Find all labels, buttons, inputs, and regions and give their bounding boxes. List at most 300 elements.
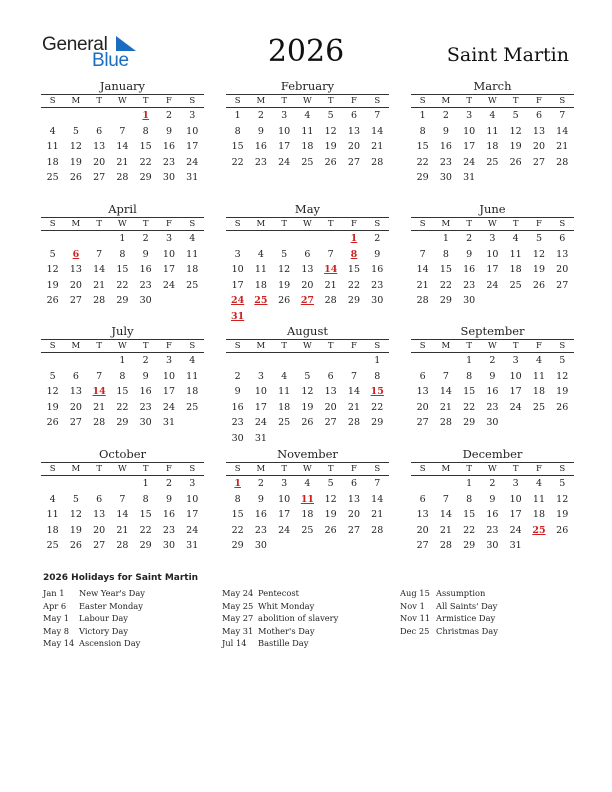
day-cell: 26 [278,295,291,307]
day-cell: 26 [69,172,82,184]
weekday-label: S [559,341,566,351]
weekday-label: T [327,341,334,351]
day-cell: 29 [116,295,129,307]
day-cell: 19 [556,386,569,398]
holiday-name: abolition of slavery [258,613,339,624]
week-row [41,170,204,186]
weekday-label: F [536,96,542,106]
weekday-label: M [71,341,81,351]
day-cell: 17 [278,141,291,153]
weekday-label: S [419,341,426,351]
month-july [41,324,204,431]
day-cell: 3 [512,355,519,367]
month-title: May [294,202,321,216]
weekday-label: T [512,341,519,351]
day-cell: 9 [489,493,496,505]
day-cell: 7 [419,248,426,260]
day-cell: 25 [301,524,314,536]
week-row [41,476,204,492]
day-cell: 20 [416,401,429,413]
day-cell: 26 [301,417,314,429]
weekday-header [41,339,204,353]
month-august [226,324,389,446]
weekday-label: M [71,219,81,229]
holiday-entry [222,600,338,613]
holiday-entry [400,612,498,625]
day-cell: 4 [304,478,311,490]
weekday-label: T [466,96,472,106]
day-cell: 4 [257,248,264,260]
day-cell: 27 [69,417,82,429]
holiday-date: Nov 11 [400,613,431,624]
day-cell: 19 [324,141,337,153]
week-row [41,247,204,263]
day-cell: 11 [532,493,545,505]
day-cell: 22 [231,524,244,536]
day-cell: 20 [347,509,360,521]
day-cell: 10 [186,125,199,137]
day-cell: 18 [46,524,59,536]
day-cell: 11 [254,264,267,276]
day-cell: 22 [463,524,476,536]
weekday-label: F [351,464,357,474]
day-cell: 20 [93,156,106,168]
day-cell: 23 [231,417,244,429]
day-cell: 22 [116,279,129,291]
holiday-entry [222,637,338,650]
week-row [41,231,204,247]
day-cell: 26 [556,524,569,536]
holiday-day: 6 [72,248,80,260]
week-row [41,262,204,278]
week-row [41,400,204,416]
weekday-label: S [419,96,426,106]
day-cell: 14 [347,386,360,398]
day-cell: 25 [301,156,314,168]
day-cell: 1 [442,233,449,245]
week-row [411,108,574,124]
day-cell: 25 [186,401,199,413]
weekday-label: T [142,219,149,229]
holiday-column [43,587,145,650]
day-cell: 30 [139,295,152,307]
day-cell: 19 [509,141,522,153]
day-cell: 17 [486,264,499,276]
weekday-label: S [234,341,241,351]
week-row [411,369,574,385]
holiday-entry [43,625,145,638]
day-cell: 22 [439,279,452,291]
day-cell: 29 [371,417,384,429]
holiday-entry [43,637,145,650]
holiday-date: May 24 [222,588,254,599]
day-cell: 24 [162,279,175,291]
day-cell: 29 [463,540,476,552]
weekday-header [226,462,389,476]
day-cell: 4 [49,125,56,137]
month-may [226,202,389,324]
day-cell: 1 [119,355,126,367]
day-cell: 10 [186,493,199,505]
day-cell: 21 [93,279,106,291]
day-cell: 10 [463,125,476,137]
day-cell: 21 [371,509,384,521]
day-cell: 7 [96,248,103,260]
logo-text-blue: Blue [92,50,129,71]
day-cell: 28 [439,417,452,429]
day-cell: 14 [439,509,452,521]
day-cell: 18 [301,141,314,153]
day-cell: 3 [466,110,473,122]
month-title: October [98,447,147,461]
holiday-list [43,573,573,649]
day-cell: 26 [46,417,59,429]
weekday-label: M [71,464,81,474]
week-row [226,155,389,171]
month-december [411,447,574,554]
day-cell: 20 [347,141,360,153]
day-cell: 12 [556,493,569,505]
day-cell: 9 [234,386,241,398]
day-cell: 14 [416,264,429,276]
day-cell: 18 [186,386,199,398]
week-row [41,155,204,171]
weekday-label: M [441,341,451,351]
day-cell: 24 [162,401,175,413]
day-cell: 1 [466,355,473,367]
weekday-label: F [536,341,542,351]
holiday-name: Mother's Day [258,625,315,636]
day-cell: 2 [257,110,264,122]
week-row [41,353,204,369]
day-cell: 4 [189,355,196,367]
weekday-label: T [466,464,472,474]
day-cell: 2 [234,370,241,382]
day-cell: 15 [439,264,452,276]
day-cell: 30 [486,540,499,552]
day-cell: 5 [327,478,334,490]
day-cell: 30 [162,540,175,552]
day-cell: 30 [139,417,152,429]
day-cell: 29 [139,540,152,552]
day-cell: 11 [532,370,545,382]
day-cell: 8 [442,248,449,260]
day-cell: 15 [416,141,429,153]
day-cell: 14 [116,141,129,153]
day-cell: 12 [69,509,82,521]
week-row [411,492,574,508]
day-cell: 9 [374,248,381,260]
week-row [411,538,574,554]
weekday-label: W [488,464,497,474]
day-cell: 19 [46,401,59,413]
day-cell: 19 [46,279,59,291]
day-cell: 17 [186,141,199,153]
day-cell: 21 [439,524,452,536]
day-cell: 16 [231,401,244,413]
day-cell: 2 [489,478,496,490]
day-cell: 26 [509,156,522,168]
day-cell: 10 [254,386,267,398]
day-cell: 29 [231,540,244,552]
day-cell: 11 [46,141,59,153]
holiday-entry [222,625,338,638]
day-cell: 25 [278,417,291,429]
holiday-date: May 25 [222,600,254,611]
day-cell: 13 [93,509,106,521]
day-cell: 13 [416,509,429,521]
day-cell: 18 [532,386,545,398]
day-cell: 19 [69,524,82,536]
day-cell: 10 [278,493,291,505]
holiday-day: 1 [142,110,149,122]
weekday-label: T [281,96,287,106]
holiday-date: May 31 [222,625,254,636]
day-cell: 8 [234,493,241,505]
week-row [226,369,389,385]
weekday-label: M [441,96,451,106]
weekday-label: T [327,464,334,474]
day-cell: 15 [347,264,360,276]
weekday-label: T [96,96,102,106]
week-row [226,384,389,400]
weekday-header [411,339,574,353]
day-cell: 16 [463,264,476,276]
weekday-label: M [256,341,266,351]
weekday-header [226,94,389,108]
week-row [41,492,204,508]
holiday-list-title: 2026 Holidays for Saint Martin [43,573,199,583]
day-cell: 31 [162,417,175,429]
weekday-label: T [512,96,519,106]
day-cell: 3 [257,370,264,382]
calendar-year: 2026 [267,34,345,69]
holiday-entry [400,600,498,613]
day-cell: 9 [489,370,496,382]
weekday-label: S [559,464,566,474]
week-row [411,170,574,186]
holiday-day: 27 [300,295,315,307]
week-row [226,231,389,247]
day-cell: 13 [93,141,106,153]
day-cell: 3 [489,233,496,245]
day-cell: 6 [72,370,79,382]
day-cell: 15 [116,264,129,276]
day-cell: 9 [165,125,172,137]
day-cell: 14 [93,264,106,276]
weekday-label: S [234,96,241,106]
day-cell: 18 [301,509,314,521]
day-cell: 7 [119,125,126,137]
week-row [226,108,389,124]
day-cell: 2 [489,355,496,367]
holiday-day: 8 [350,248,358,260]
day-cell: 12 [46,264,59,276]
holiday-day: 25 [532,524,546,536]
day-cell: 25 [509,279,522,291]
week-row [41,278,204,294]
day-cell: 16 [162,141,175,153]
day-cell: 7 [559,110,566,122]
holiday-entry [43,612,145,625]
day-cell: 12 [532,248,545,260]
day-cell: 16 [139,386,152,398]
day-cell: 22 [139,524,152,536]
day-cell: 12 [301,386,314,398]
day-cell: 7 [374,110,381,122]
day-cell: 11 [486,125,499,137]
day-cell: 1 [374,355,381,367]
day-cell: 23 [162,156,175,168]
day-cell: 29 [463,417,476,429]
day-cell: 2 [374,233,381,245]
day-cell: 16 [486,509,499,521]
day-cell: 6 [535,110,542,122]
day-cell: 4 [535,355,542,367]
day-cell: 31 [186,540,199,552]
day-cell: 14 [556,125,569,137]
weekday-label: F [351,219,357,229]
holiday-day: 31 [231,310,245,322]
day-cell: 20 [69,279,82,291]
day-cell: 8 [234,125,241,137]
day-cell: 31 [509,540,522,552]
month-june [411,202,574,309]
day-cell: 17 [278,509,291,521]
day-cell: 16 [254,509,267,521]
day-cell: 28 [371,156,384,168]
week-row [41,293,204,309]
day-cell: 18 [254,279,267,291]
day-cell: 6 [559,233,566,245]
day-cell: 3 [281,110,288,122]
holiday-entry [43,587,145,600]
weekday-label: T [281,464,287,474]
day-cell: 14 [116,509,129,521]
weekday-label: T [96,341,102,351]
weekday-label: F [351,96,357,106]
weekday-label: M [441,464,451,474]
day-cell: 6 [304,248,311,260]
day-cell: 27 [324,417,337,429]
day-cell: 2 [466,233,473,245]
day-cell: 13 [347,125,360,137]
weekday-label: S [374,219,381,229]
holiday-date: May 1 [43,613,70,624]
weekday-label: S [234,219,241,229]
day-cell: 26 [69,540,82,552]
day-cell: 10 [278,125,291,137]
day-cell: 21 [347,401,360,413]
day-cell: 20 [556,264,569,276]
day-cell: 28 [93,417,106,429]
week-row [41,124,204,140]
week-row [411,507,574,523]
day-cell: 24 [486,279,499,291]
day-cell: 27 [416,540,429,552]
month-title: April [108,202,137,216]
day-cell: 17 [463,141,476,153]
day-cell: 20 [324,401,337,413]
day-cell: 10 [231,264,244,276]
day-cell: 23 [139,401,152,413]
month-title: August [286,324,328,338]
day-cell: 12 [324,493,337,505]
holiday-column [400,587,498,637]
week-row [411,278,574,294]
weekday-label: S [559,96,566,106]
day-cell: 28 [116,172,129,184]
weekday-label: S [374,96,381,106]
day-cell: 8 [466,370,473,382]
day-cell: 24 [509,524,522,536]
holiday-date: Apr 6 [43,600,67,611]
day-cell: 7 [374,478,381,490]
day-cell: 17 [186,509,199,521]
holiday-name: Christmas Day [436,625,498,636]
day-cell: 25 [486,156,499,168]
weekday-label: T [281,219,287,229]
day-cell: 3 [189,110,196,122]
weekday-label: W [488,96,497,106]
day-cell: 13 [324,386,337,398]
day-cell: 8 [119,248,126,260]
day-cell: 25 [46,540,59,552]
week-row [226,400,389,416]
month-title: November [277,447,338,461]
day-cell: 5 [559,478,566,490]
day-cell: 18 [486,141,499,153]
day-cell: 26 [532,279,545,291]
generalblue-logo [42,34,142,72]
day-cell: 2 [165,478,172,490]
day-cell: 13 [69,386,82,398]
weekday-label: S [234,464,241,474]
day-cell: 8 [119,370,126,382]
month-title: January [99,79,146,93]
holiday-entry [43,600,145,613]
day-cell: 30 [231,432,244,444]
day-cell: 14 [439,386,452,398]
day-cell: 8 [142,125,149,137]
day-cell: 28 [324,295,337,307]
weekday-label: F [166,219,172,229]
weekday-label: T [466,341,472,351]
day-cell: 17 [162,264,175,276]
weekday-label: W [488,219,497,229]
day-cell: 11 [186,248,199,260]
weekday-label: M [256,464,266,474]
day-cell: 9 [257,125,264,137]
day-cell: 27 [93,172,106,184]
day-cell: 2 [142,233,149,245]
weekday-header [41,217,204,231]
weekday-label: S [559,219,566,229]
day-cell: 11 [509,248,522,260]
day-cell: 12 [46,386,59,398]
day-cell: 23 [254,156,267,168]
week-row [411,231,574,247]
weekday-label: W [118,464,127,474]
weekday-label: S [49,219,56,229]
week-row [41,108,204,124]
day-cell: 18 [532,509,545,521]
weekday-label: S [189,341,196,351]
day-cell: 27 [93,540,106,552]
day-cell: 9 [466,248,473,260]
day-cell: 20 [93,524,106,536]
weekday-label: M [441,219,451,229]
